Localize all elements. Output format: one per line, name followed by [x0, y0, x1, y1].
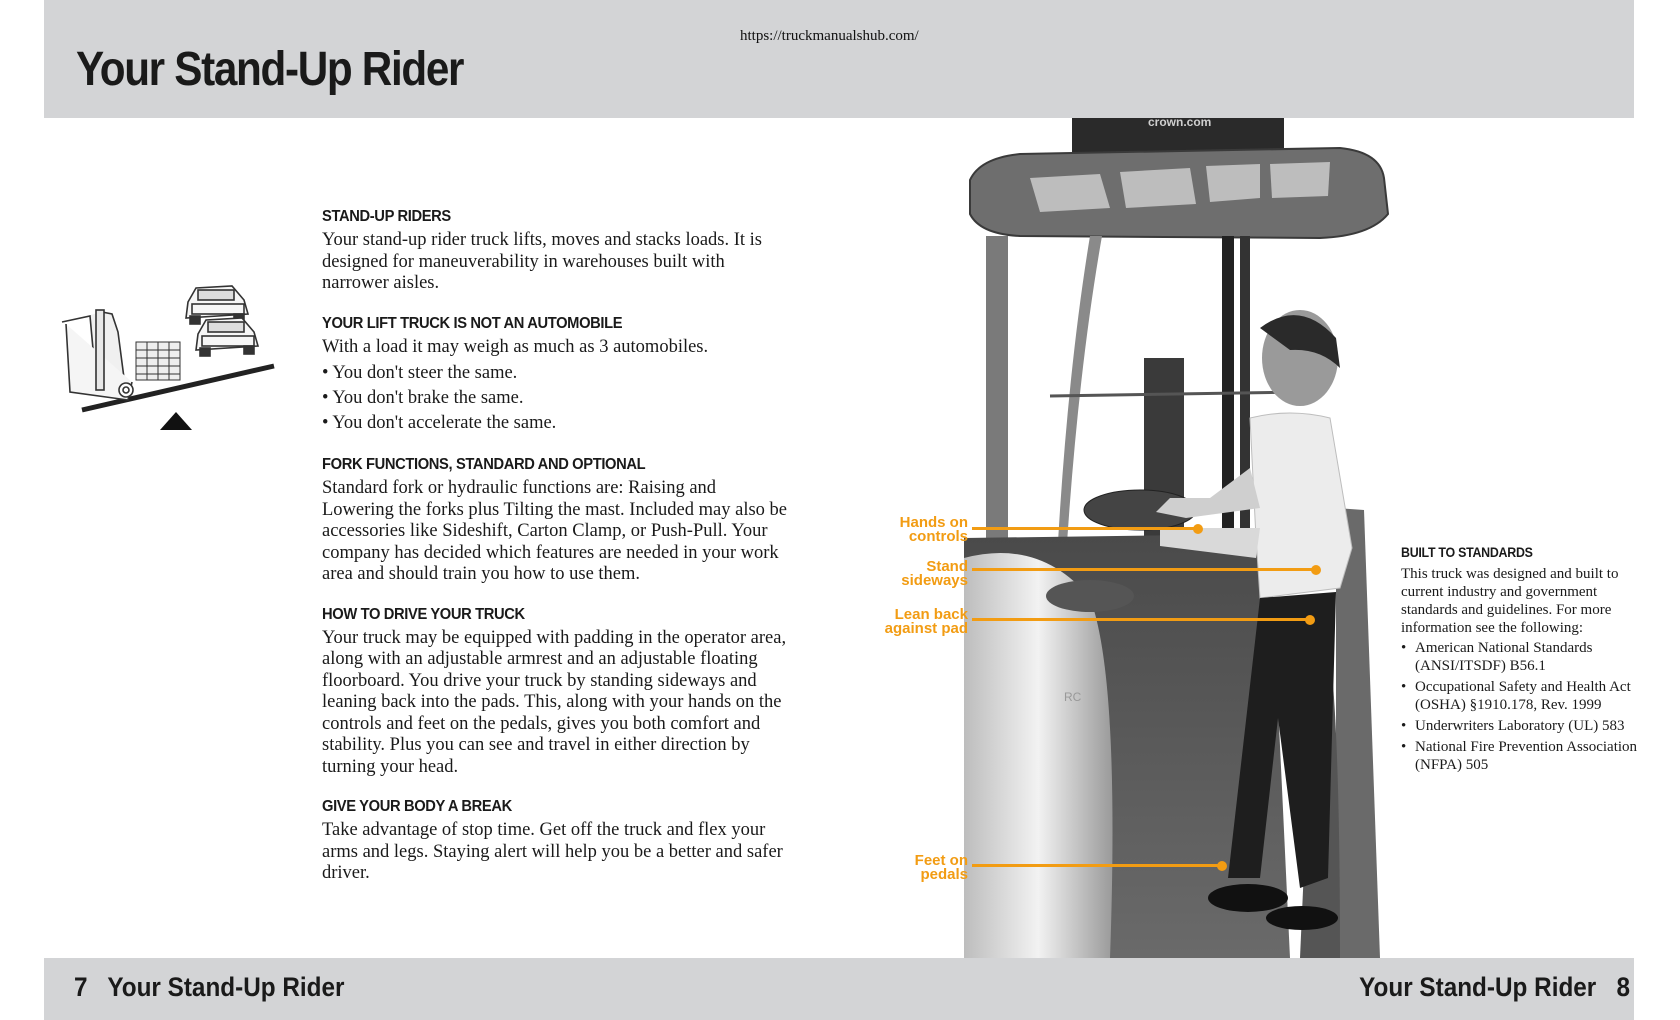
callout-dot: [1217, 861, 1227, 871]
section-body: Standard fork or hydraulic functions are: Raising and Lowering the forks plus Tilting the mast. Included may also be accessories like Sideshift, Carton Clamp, or Push-Pull. Your company has decided which features are needed in your work area and should train you how to use them.: [322, 478, 788, 584]
list-item: • National Fire Prevention Association (NFPA) 505: [1401, 738, 1641, 774]
section-heading: STAND-UP RIDERS: [322, 208, 451, 225]
section-heading: GIVE YOUR BODY A BREAK: [322, 798, 512, 815]
section-stand-up-riders: [322, 208, 792, 295]
section-not-an-automobile: [322, 315, 792, 437]
callout-line: [972, 618, 1310, 621]
standards-heading: BUILT TO STANDARDS: [1401, 545, 1533, 560]
standards-list: [1401, 639, 1641, 774]
list-item: • You don't steer the same.: [322, 363, 518, 383]
callout-lean-back-against-pad: Lean back against pad: [884, 606, 968, 637]
callout-hands-on-controls: Hands on controls: [899, 514, 968, 545]
section-body: With a load it may weigh as much as 3 automobiles.: [322, 336, 709, 357]
text-column: [322, 208, 792, 905]
callout-feet-on-pedals: Feet on pedals: [914, 852, 968, 883]
section-heading: HOW TO DRIVE YOUR TRUCK: [322, 605, 525, 623]
list-item: • American National Standards (ANSI/ITSDF) B56.1: [1401, 639, 1641, 675]
badge-text: RC: [1064, 690, 1082, 704]
callout-stand-sideways: Stand sideways: [901, 558, 968, 589]
bullet-list: [322, 361, 792, 436]
callout-dot: [1193, 524, 1203, 534]
page-title: Your Stand-Up Rider: [76, 43, 464, 96]
section-body: Take advantage of stop time. Get off the truck and flex your arms and legs. Staying alert will help you be a better and safer driver.: [322, 820, 783, 883]
section-heading: FORK FUNCTIONS, STANDARD AND OPTIONAL: [322, 456, 646, 473]
list-item: • You don't accelerate the same.: [322, 413, 557, 433]
source-url[interactable]: https://truckmanualshub.com/: [740, 28, 919, 44]
seesaw-illustration: [52, 282, 300, 448]
section-heading: YOUR LIFT TRUCK IS NOT AN AUTOMOBILE: [322, 314, 623, 332]
callout-line: [972, 864, 1222, 867]
callout-line: [972, 527, 1198, 530]
standards-body: This truck was designed and built to current industry and government standards and guidelines. For more information see the following:: [1401, 566, 1619, 636]
footer-left-page-label: 7 Your Stand-Up Rider: [74, 972, 345, 1002]
section-give-your-body-a-break: [322, 798, 792, 885]
callout-dot: [1311, 565, 1321, 575]
callout-dot: [1305, 615, 1315, 625]
footer-right-page-label: Your Stand-Up Rider 8: [1359, 972, 1630, 1002]
truck-photo: [960, 118, 1400, 958]
section-how-to-drive: [322, 606, 792, 779]
standards-sidebar: [1401, 545, 1641, 777]
list-item: • You don't brake the same.: [322, 388, 524, 408]
callout-line: [972, 568, 1316, 571]
list-item: • Underwriters Laboratory (UL) 583: [1401, 717, 1641, 735]
section-body: Your truck may be equipped with padding in the operator area, along with an adjustable armrest and an adjustable floating floorboard. You drive your truck by standing sideways and leaning back into the pads. This, along with your hands on the controls and feet on the pedals, gives you both comfort and stability. Plus you can see and travel in either direction by turning your head.: [322, 627, 787, 777]
list-item: • Occupational Safety and Health Act (OSHA) §1910.178, Rev. 1999: [1401, 678, 1641, 714]
overhead-text: crown.com: [1148, 118, 1212, 129]
section-body: Your stand-up rider truck lifts, moves and stacks loads. It is designed for maneuverability in warehouses built with narrower aisles.: [322, 230, 763, 293]
section-fork-functions: [322, 456, 792, 586]
